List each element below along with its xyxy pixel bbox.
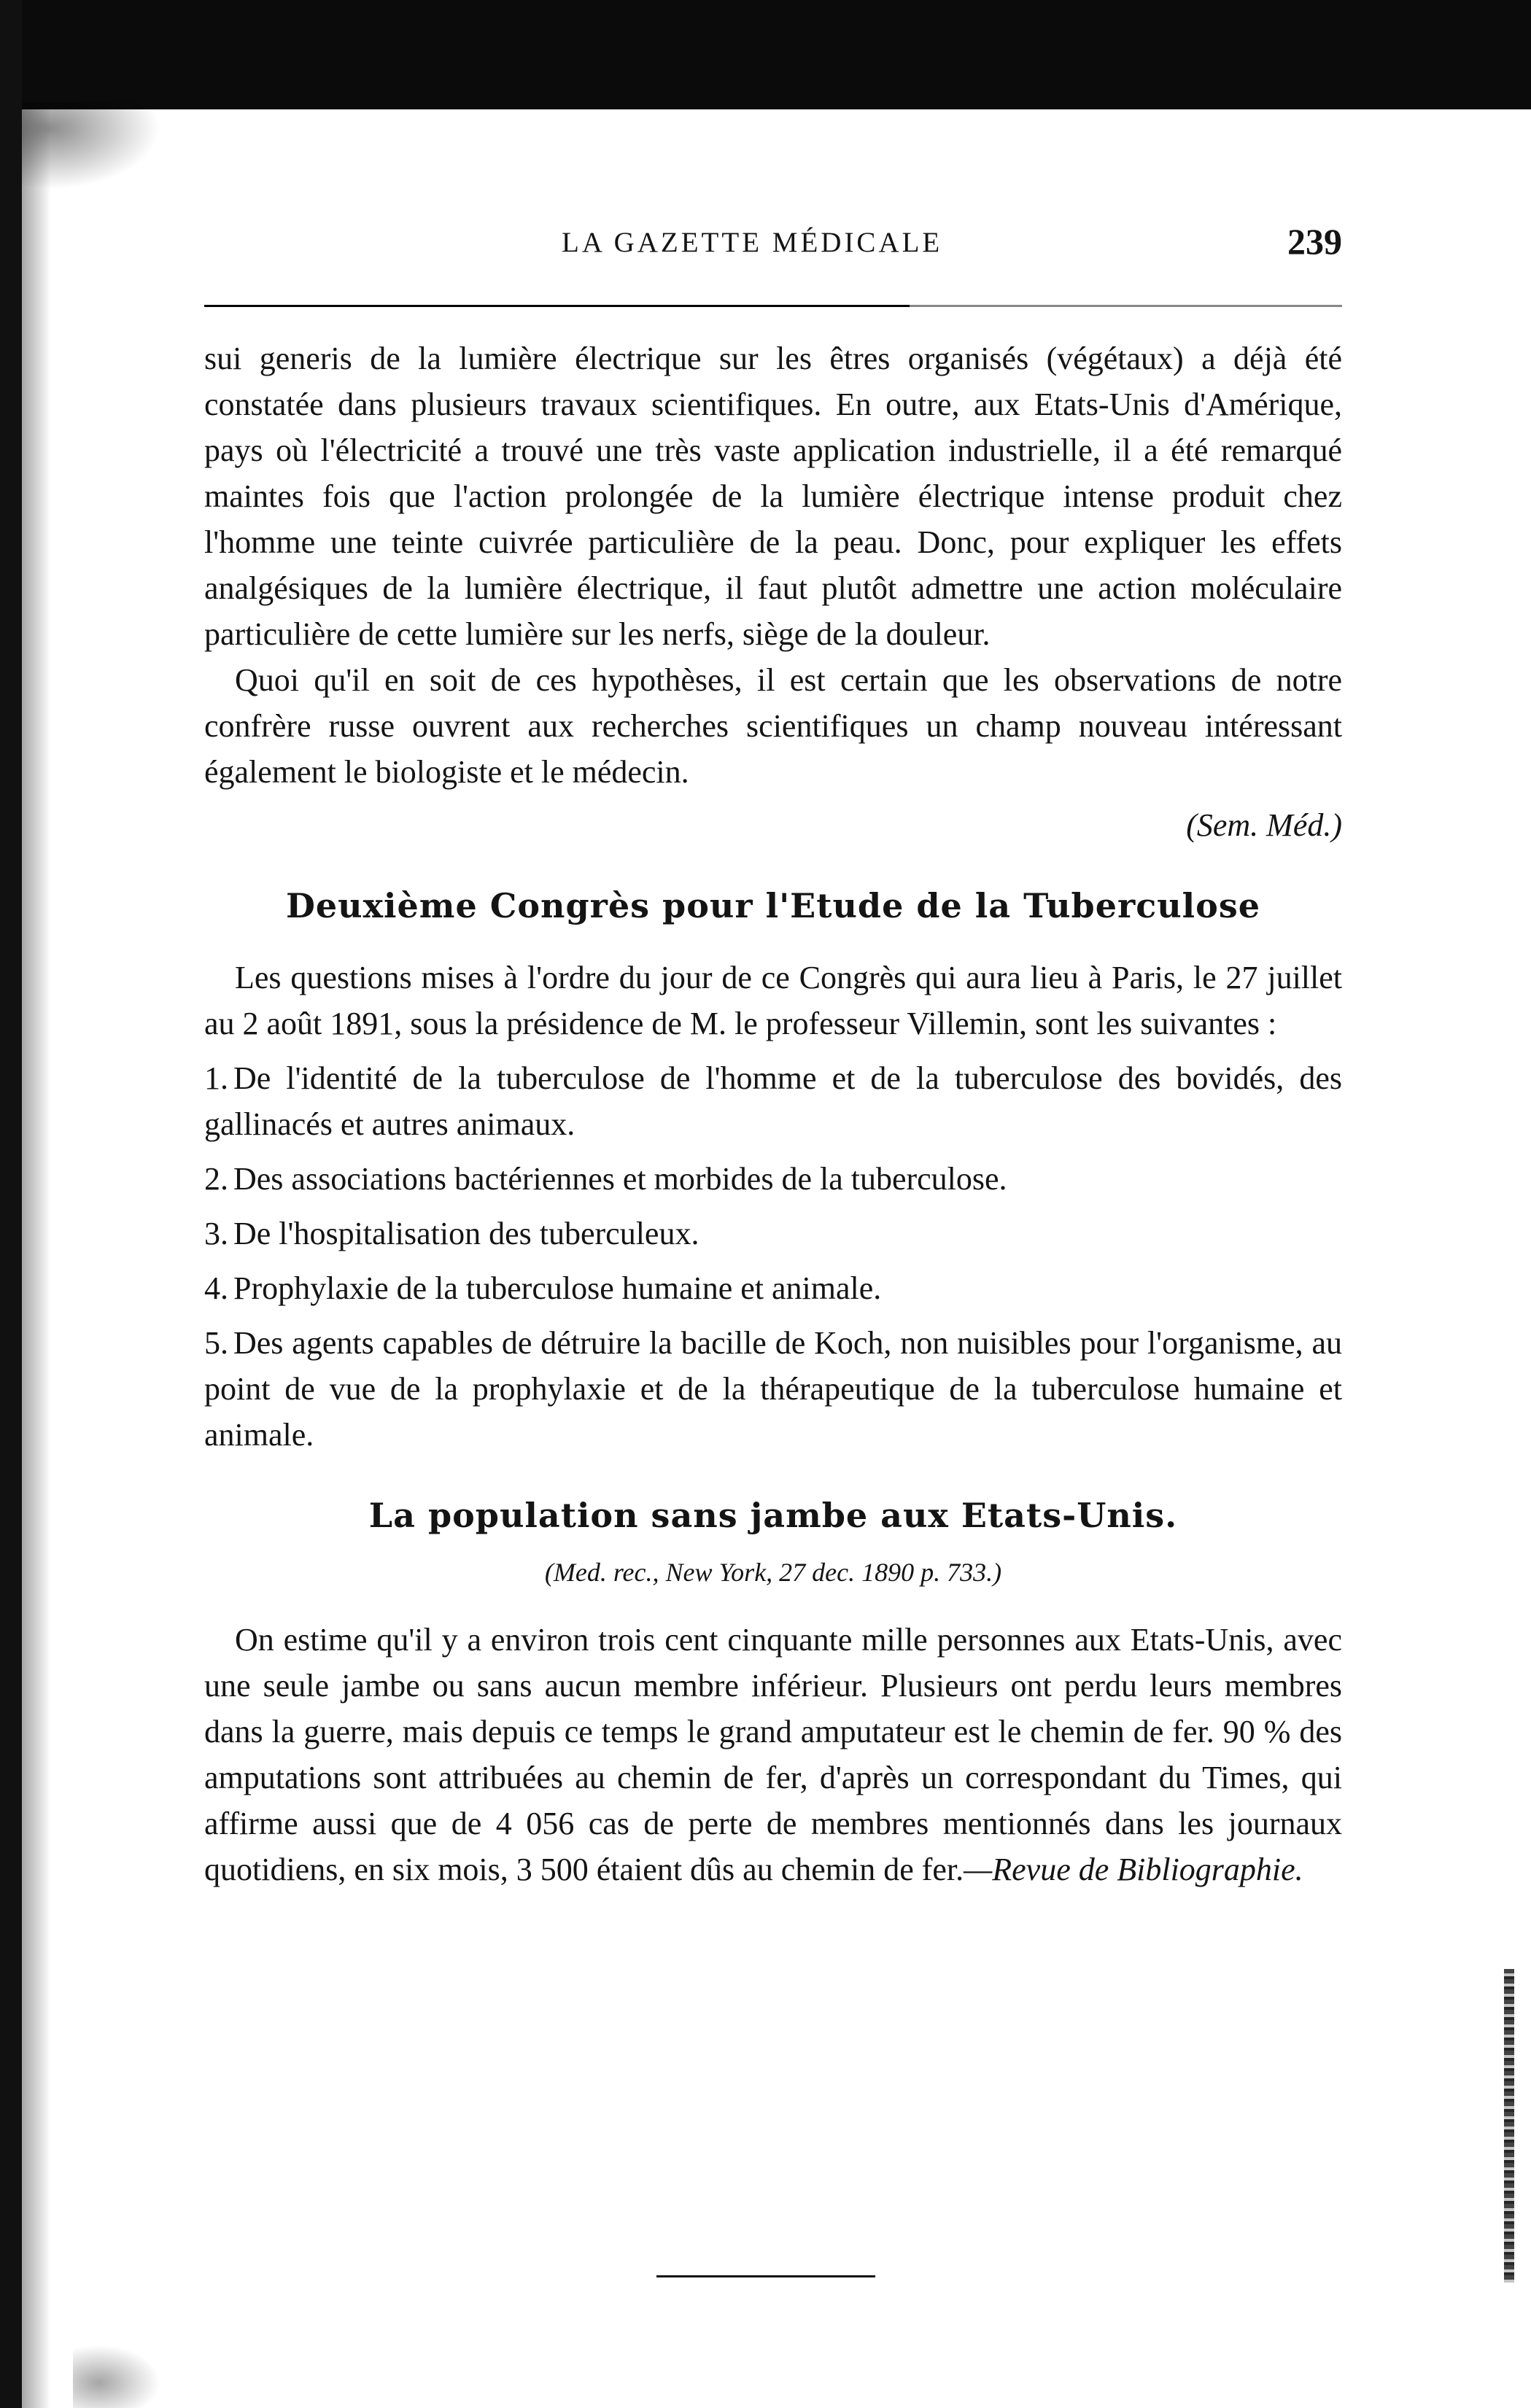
list-item-text: Des associations bactériennes et morbides de la tuberculose. (233, 1161, 1007, 1197)
source-attribution: (Sem. Méd.) (1186, 807, 1342, 843)
list-item (204, 1320, 1342, 1458)
header-rule (204, 305, 1342, 307)
running-header (204, 221, 1342, 270)
population-paragraph (204, 1617, 1342, 1892)
section-heading-population: La population sans jambe aux Etats-Unis. (368, 1496, 1178, 1535)
opening-paragraph: sui generis de la lumière électrique sur les êtres organisés (végétaux) a déjà été constatée dans plusieurs travaux scientifiques. En outre, aux Etats-Unis d'Amérique, pays où l'électricité a trouvé une très vaste application industrielle, il a été remarqué maintes fois que l'action prolongée de la lumière électrique intense produit chez l'homme une teinte cuivrée particulière de la peau. Donc, pour expliquer les effets analgésiques de la lumière électrique, il faut plutôt admettre une action moléculaire particulière de cette lumière sur les nerfs, siège de la douleur. (204, 341, 1342, 652)
population-text: On estime qu'il y a environ trois cent cinquante mille personnes aux Etats-Unis, avec une seule jambe ou sans aucun membre inférieur. Plusieurs ont perdu leurs membres dans la guerre, mais depuis ce temps le grand amputateur est le chemin de fer. 90 % des amputations sont attribuées au chemin de fer, d'après un correspondant du Times, qui affirme aussi que de 4 056 cas de perte de membres mentionnés dans les journaux quotidiens, en six mois, 3 500 étaient dûs au chemin de fer. (204, 1622, 1342, 1887)
closing-rule (656, 2275, 875, 2277)
list-item (204, 1211, 1342, 1257)
scan-top-border (0, 0, 1531, 109)
list-item-number: 5. (204, 1325, 228, 1361)
list-item-text: Prophylaxie de la tuberculose humaine et animale. (233, 1270, 882, 1306)
list-item-text: Des agents capables de détruire la bacille de Koch, non nuisibles pour l'organisme, au point de vue de la prophylaxie et de la thérapeutique de la tuberculose humaine et animale. (204, 1325, 1342, 1453)
list-item-text: De l'hospitalisation des tuberculeux. (233, 1216, 699, 1251)
list-item-number: 2. (204, 1161, 228, 1197)
list-item-number: 3. (204, 1216, 228, 1251)
page-number: 239 (1287, 221, 1342, 262)
list-item-number: 4. (204, 1270, 228, 1306)
journal-title: LA GAZETTE MÉDICALE (562, 227, 943, 258)
page-gutter-shadow (22, 109, 51, 2408)
list-item-number: 1. (204, 1060, 228, 1096)
scan-corner-smudge (22, 102, 160, 190)
population-source: —Revue de Bibliographie. (964, 1852, 1303, 1887)
scan-left-border (0, 0, 22, 2408)
article-body (204, 335, 1342, 1892)
conclusion-paragraph: Quoi qu'il en soit de ces hypothèses, il est certain que les observations de notre confrère russe ouvrent aux recherches scientifiques un champ nouveau intéressant également le biologiste et le médecin. (204, 662, 1342, 790)
section-heading-congress: Deuxième Congrès pour l'Etude de la Tuberculose (286, 886, 1260, 925)
congress-intro: Les questions mises à l'ordre du jour de ce Congrès qui aura lieu à Paris, le 27 juillet au 2 août 1891, sous la présidence de M. le professeur Villemin, sont les suivantes : (204, 960, 1342, 1041)
list-item (204, 1055, 1342, 1147)
list-item (204, 1265, 1342, 1311)
scan-right-edge-artifact (1504, 1969, 1514, 2283)
scan-bottom-smudge (73, 2345, 160, 2408)
section-citation: (Med. rec., New York, 27 dec. 1890 p. 733.) (544, 1558, 1002, 1587)
list-item (204, 1156, 1342, 1202)
list-item-text: De l'identité de la tuberculose de l'homme et de la tuberculose des bovidés, des gallinacés et autres animaux. (204, 1060, 1342, 1142)
